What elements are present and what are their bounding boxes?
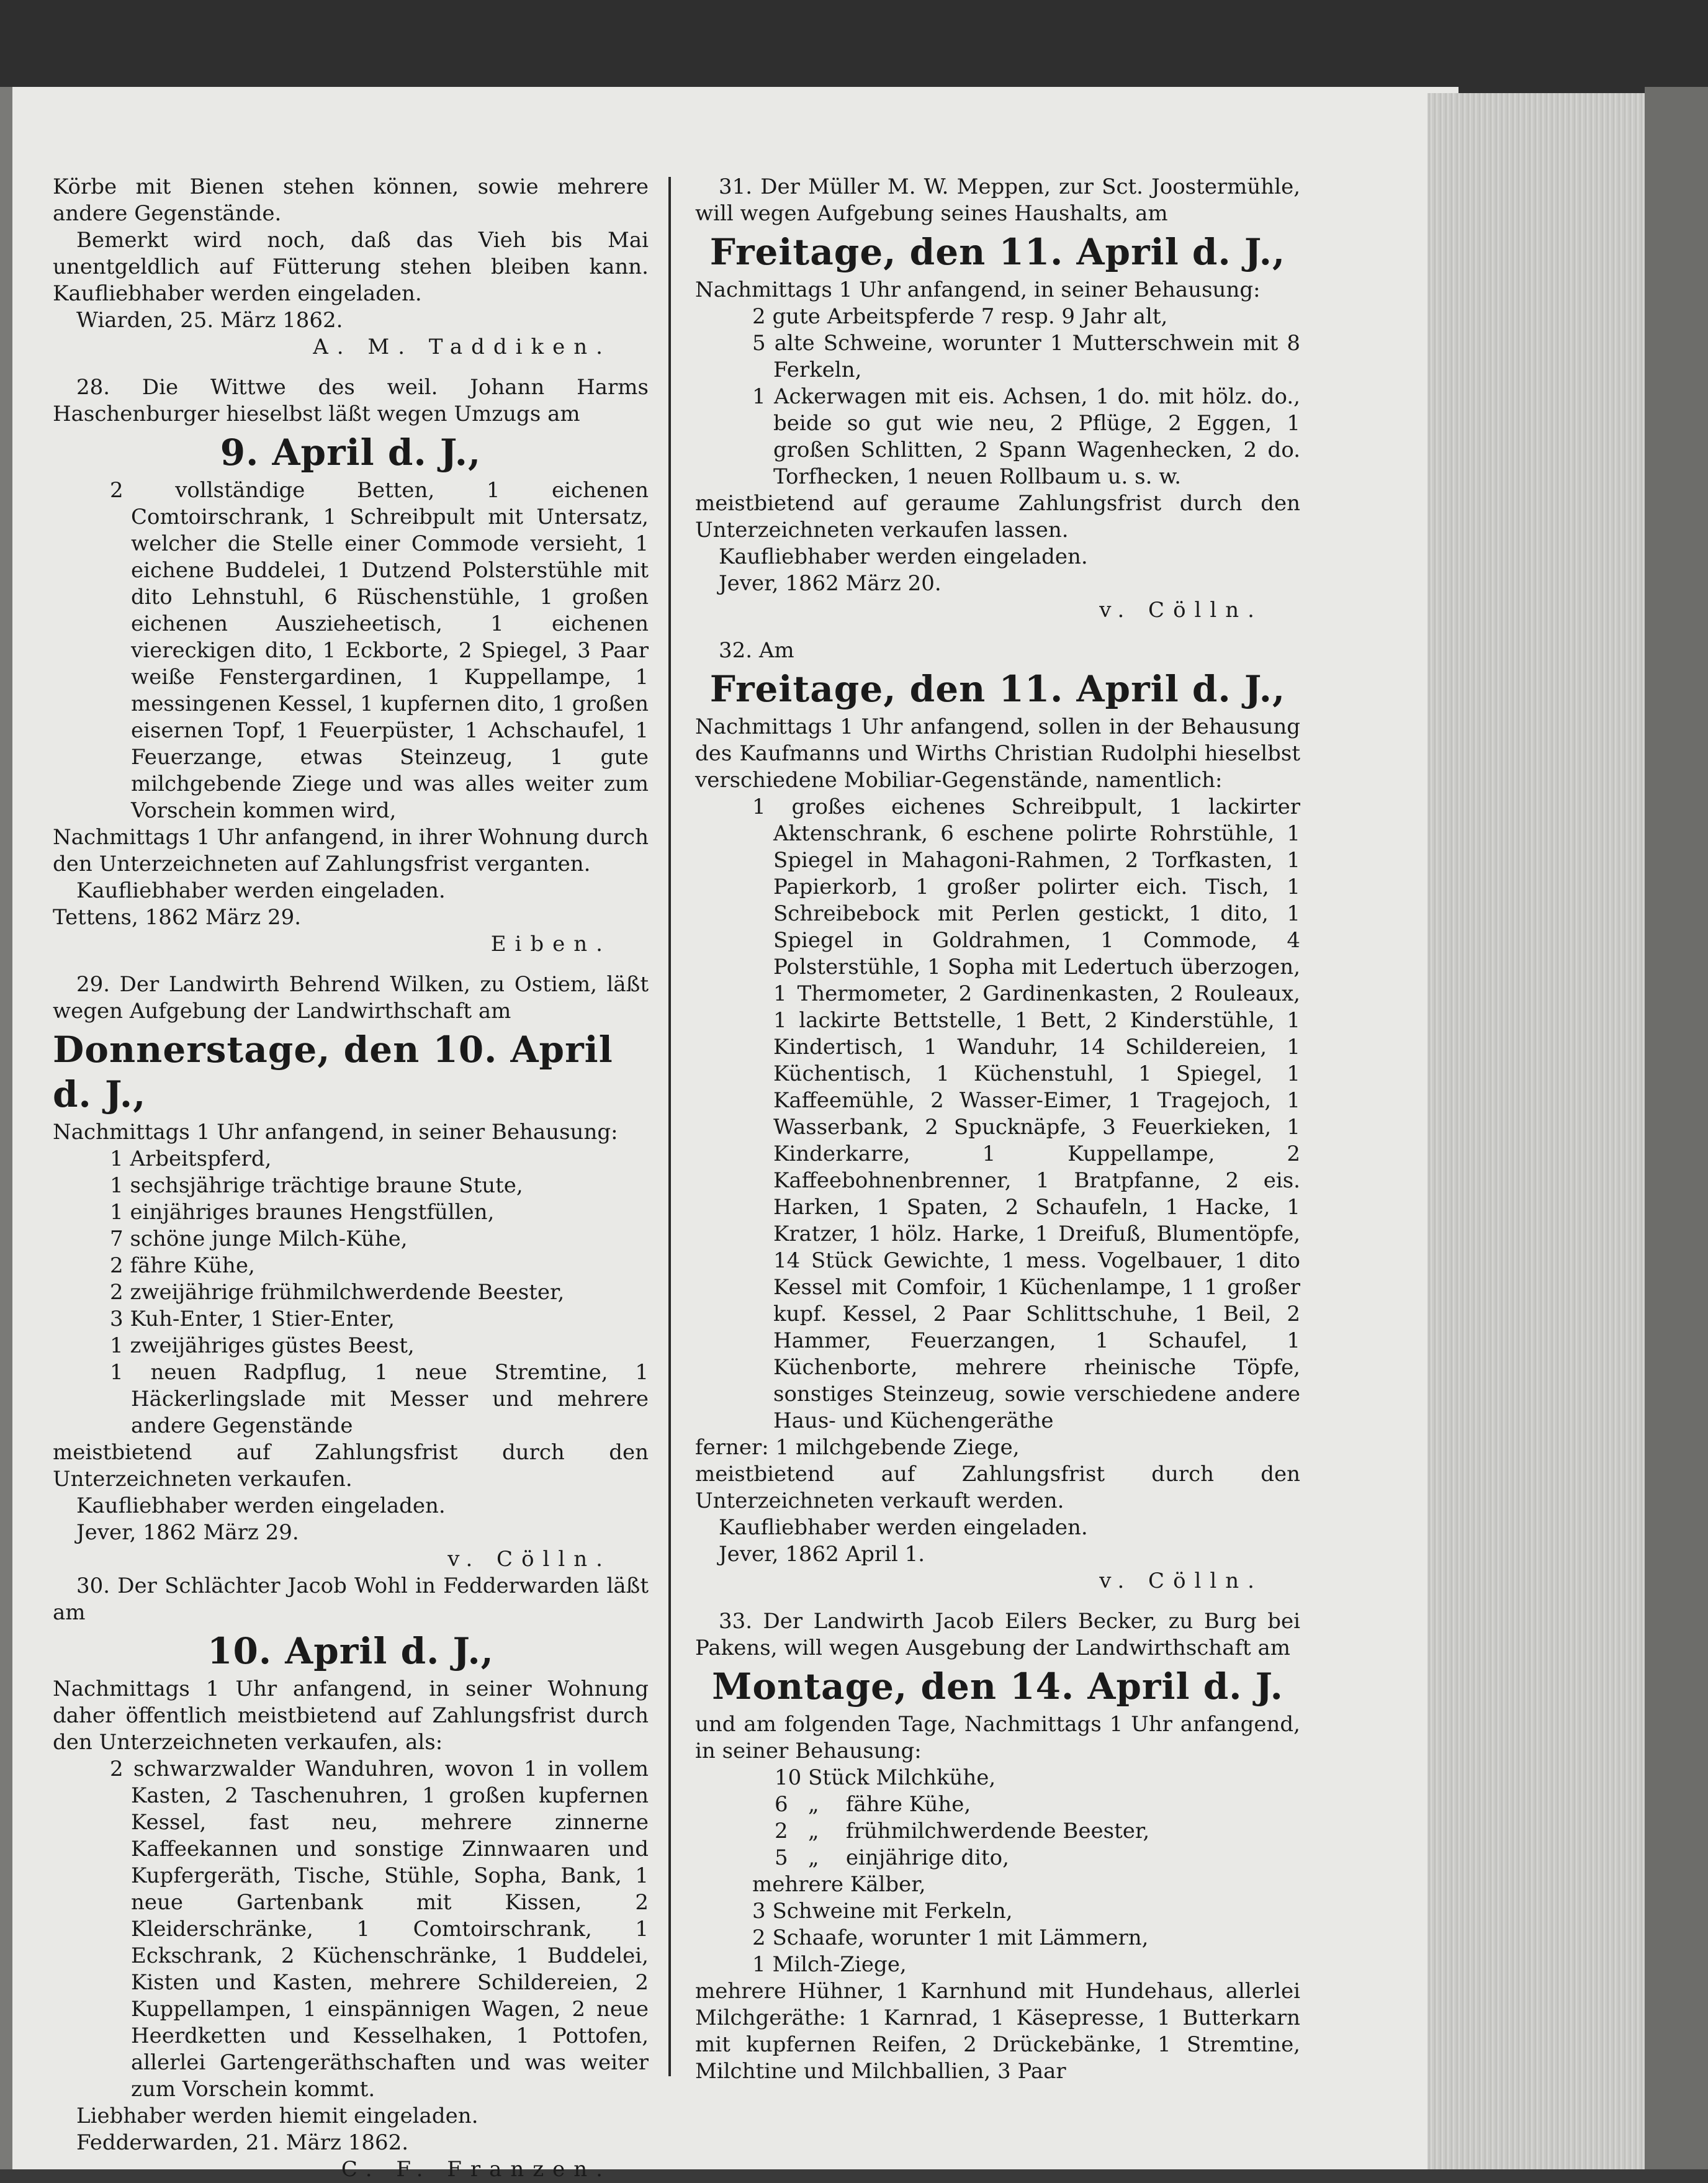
notice-30-invite: Liebhaber werden hiemit eingeladen. (76, 2104, 479, 2128)
left-column (53, 174, 649, 2183)
notice-28-heading: 9. April d. J., (220, 431, 482, 474)
notice-31-item: 1 Ackerwagen mit eis. Achsen, 1 do. mit hölz. do., beide so gut wie neu, 2 Pflüge, 2 Eggen, 1 großen Schlitten, 2 Spann Wagenhecken, 2 do. Torfhecken, 1 neuen Rollbaum u. s. w. (752, 384, 1300, 489)
notice-29-item: 1 zweijähriges güstes Beest, (110, 1333, 415, 1358)
notice-29-sub: Nachmittags 1 Uhr anfangend, in seiner Behausung: (53, 1120, 618, 1145)
notice-29-closing: meistbietend auf Zahlungsfrist durch den Unterzeichneten verkaufen. (53, 1440, 649, 1492)
notice-33-item: mehrere Kälber, (752, 1872, 926, 1897)
notice-33-row: 5 „ einjährige dito, (775, 1845, 1009, 1870)
notice-32-intro: 32. Am (719, 638, 794, 663)
notice-32-heading: Freitage, den 11. April d. J., (709, 668, 1286, 710)
notice-33-items-cont: mehrere Hühner, 1 Karnhund mit Hundehaus, allerlei Milchgeräthe: 1 Karnrad, 1 Käsepresse, 1 Butterkarn mit kupfernen Reifen, 2 Drückebänke, 1 Stremtine, Milchtine und Milchballien, 3 Paar (695, 1979, 1300, 2084)
notice-29-invite: Kaufliebhaber werden eingeladen. (76, 1493, 446, 1518)
intro-text-2: Bemerkt wird noch, daß das Vieh bis Mai unentgeldlich auf Fütterung stehen bleiben kann. Kaufliebhaber werden eingeladen. (53, 228, 649, 306)
notice-33-row: 6 „ fähre Kühe, (775, 1792, 971, 1817)
notice-28-invite: Kaufliebhaber werden eingeladen. (76, 878, 446, 903)
notice-29-item: 3 Kuh-Enter, 1 Stier-Enter, (110, 1307, 395, 1331)
notice-31-invite: Kaufliebhaber werden eingeladen. (719, 544, 1088, 569)
notice-32-items: 1 großes eichenes Schreibpult, 1 lackirter Aktenschrank, 6 eschene polirte Rohrstühle, 1 Spiegel in Mahagoni-Rahmen, 2 Torfkasten, 1 Papierkorb, 1 großer polirter eich. Tisch, 1 Schreibebock mit Perlen gestickt, 1 dito, 1 Spiegel in Goldrahmen, 1 Commode, 4 Polsterstühle, 1 Sopha mit Ledertuch überzogen, 1 Thermometer, 2 Gardinenkasten, 2 Rouleaux, 1 lackirte Bettstelle, 1 Bett, 2 Kinderstühle, 1 Kindertisch, 1 Wanduhr, 14 Schildereien, 1 Küchentisch, 1 Küchenstuhl, 1 Spiegel, 1 Kaffeemühle, 2 Wasser-Eimer, 1 Tragejoch, 1 Wasserbank, 2 Spucknäpfe, 3 Feuerkieken, 1 Kinderkarre, 1 Kuppellampe, 2 Kaffeebohnenbrenner, 1 Bratpfanne, 2 eis. Harken, 1 Spaten, 2 Schaufeln, 1 Hacke, 1 Kratzer, 1 hölz. Harke, 1 Dreifuß, Blumentöpfe, 14 Stück Gewichte, 1 mess. Vogelbauer, 1 dito Kessel mit Comfoir, 1 Küchenlampe, 1 1 großer kupf. Kessel, 2 Paar Schlittschuhe, 1 Beil, 2 Hammer, Feuerzangen, 1 Schaufel, 1 Küchenborte, mehrere rheinische Töpfe, sonstiges Steinzeug, sowie verschiedene andere Haus- und Küchengeräthe (752, 794, 1300, 1433)
notice-33-item: 1 Milch-Ziege, (752, 1952, 907, 1977)
notice-32-sub: Nachmittags 1 Uhr anfangend, sollen in der Behausung des Kaufmanns und Wirths Christian Rudolphi hieselbst verschiedene Mobiliar-Gegenstände, namentlich: (695, 714, 1300, 793)
notice-28-items: 2 vollständige Betten, 1 eichenen Comtoirschrank, 1 Schreibpult mit Untersatz, welcher die Stelle einer Commode versieht, 1 eichene Buddelei, 1 Dutzend Polsterstühle mit dito Lehnstuhl, 6 Rüschenstühle, 1 großen eichenen Auszieheetisch, 1 eichenen viereckigen dito, 1 Eckborte, 2 Spiegel, 3 Paar weiße Fenstergardinen, 1 Kuppellampe, 1 messingenen Kessel, 1 kupfernen dito, 1 großen eisernen Topf, 1 Feuerpüster, 1 Achschaufel, 1 Feuerzange, etwas Steinzeug, 1 gute milchgebende Ziege und was alles weiter zum Vorschein kommen wird, (110, 478, 649, 823)
notice-31-closing: meistbietend auf geraume Zahlungsfrist durch den Unterzeichneten verkaufen lassen. (695, 491, 1300, 542)
notice-30-intro: 30. Der Schlächter Jacob Wohl in Fedderwarden läßt am (53, 1573, 649, 1625)
notice-30-sub: Nachmittags 1 Uhr anfangend, in seiner Wohnung daher öffentlich meistbietend auf Zahlungsfrist durch den Unterzeichneten verkaufen, als: (53, 1677, 649, 1755)
notice-29-date: Jever, 1862 März 29. (76, 1520, 299, 1545)
notice-29-item: 1 sechsjährige trächtige braune Stute, (110, 1173, 523, 1198)
notice-33-sub: und am folgenden Tage, Nachmittags 1 Uhr anfangend, in seiner Behausung: (695, 1712, 1300, 1763)
notice-31-intro: 31. Der Müller M. W. Meppen, zur Sct. Joostermühle, will wegen Aufgebung seines Haushalts, am (695, 174, 1300, 226)
notice-30-heading: 10. April d. J., (207, 1630, 494, 1672)
notice-29-item: 1 Arbeitspferd, (110, 1146, 272, 1171)
notice-33-heading: Montage, den 14. April d. J. (712, 1665, 1283, 1708)
notice-33-row: 2 „ frühmilchwerdende Beester, (775, 1819, 1150, 1843)
notice-29-item: 1 einjähriges braunes Hengstfüllen, (110, 1200, 495, 1225)
intro-text-1: Körbe mit Bienen stehen können, sowie mehrere andere Gegenstände. (53, 174, 649, 226)
notice-31-sub: Nachmittags 1 Uhr anfangend, in seiner Behausung: (695, 277, 1261, 302)
notice-32-date: Jever, 1862 April 1. (719, 1542, 925, 1567)
notice-30-signature: C. F. Franzen. (341, 2157, 611, 2182)
right-column (695, 174, 1300, 2085)
notice-31-heading: Freitage, den 11. April d. J., (709, 231, 1286, 273)
notice-32-invite: Kaufliebhaber werden eingeladen. (719, 1515, 1088, 1540)
page-stack-edges (1427, 93, 1657, 2169)
notice-31-item: 5 alte Schweine, worunter 1 Mutterschwein mit 8 Ferkeln, (752, 331, 1300, 382)
notice-32-closing: meistbietend auf Zahlungsfrist durch den Unterzeichneten verkauft werden. (695, 1462, 1300, 1513)
notice-29-item: 2 zweijährige frühmilchwerdende Beester, (110, 1280, 565, 1305)
notice-28-intro: 28. Die Wittwe des weil. Johann Harms Haschenburger hieselbst läßt wegen Umzugs am (53, 375, 649, 426)
intro-date: Wiarden, 25. März 1862. (76, 308, 343, 333)
notice-29-item: 2 fähre Kühe, (110, 1253, 255, 1278)
notice-31-signature: v. Cölln. (1099, 598, 1263, 623)
notice-29-signature: v. Cölln. (447, 1547, 611, 1572)
notice-30-items: 2 schwarzwalder Wanduhren, wovon 1 in vollem Kasten, 2 Taschenuhren, 1 großen kupfernen Kessel, fast neu, mehrere zinnerne Kaffeekannen und sonstige Zinnwaaren und Kupfergeräth, Tische, Stühle, Sopha, Bank, 1 neue Gartenbank mit Kissen, 2 Kleiderschränke, 1 Comtoirschrank, 1 Eckschrank, 2 Küchenschränke, 1 Buddelei, Kisten und Kasten, mehrere Schildereien, 2 Kuppellampen, 1 einspännigen Wagen, 2 neue Heerdketten und Kesselhaken, 1 Pottofen, allerlei Gartengeräthschaften und was weiter zum Vorschein kommt. (110, 1757, 649, 2102)
notice-33-item: 3 Schweine mit Ferkeln, (752, 1899, 1013, 1924)
notice-33-item: 2 Schaafe, worunter 1 mit Lämmern, (752, 1925, 1149, 1950)
notice-29-heading: Donnerstage, den 10. April d. J., (53, 1028, 613, 1115)
notice-32-ferner: ferner: 1 milchgebende Ziege, (695, 1435, 1020, 1460)
notice-31-date: Jever, 1862 März 20. (719, 571, 942, 596)
notice-33-row: 10 Stück Milchkühe, (775, 1765, 996, 1790)
notice-32-signature: v. Cölln. (1099, 1569, 1263, 1593)
notice-29-item: 1 neuen Radpflug, 1 neue Stremtine, 1 Häckerlingslade mit Messer und mehrere andere Gegenstände (110, 1360, 649, 1438)
book-cover-edge (1645, 87, 1708, 2169)
notice-31-item: 2 gute Arbeitspferde 7 resp. 9 Jahr alt, (752, 304, 1168, 329)
notice-28-date: Tettens, 1862 März 29. (53, 905, 302, 930)
notice-30-date: Fedderwarden, 21. März 1862. (76, 2130, 409, 2155)
notice-33-intro: 33. Der Landwirth Jacob Eilers Becker, zu Burg bei Pakens, will wegen Ausgebung der Landwirthschaft am (695, 1609, 1300, 1660)
intro-signature: A. M. Taddiken. (313, 335, 611, 359)
notice-29-item: 7 schöne junge Milch-Kühe, (110, 1227, 408, 1251)
column-divider (668, 177, 671, 2076)
notice-29-intro: 29. Der Landwirth Behrend Wilken, zu Ostiem, läßt wegen Aufgebung der Landwirthschaft am (53, 972, 649, 1024)
notice-28-closing: Nachmittags 1 Uhr anfangend, in ihrer Wohnung durch den Unterzeichneten auf Zahlungsfrist verganten. (53, 825, 649, 876)
notice-28-signature: Eiben. (490, 932, 611, 956)
